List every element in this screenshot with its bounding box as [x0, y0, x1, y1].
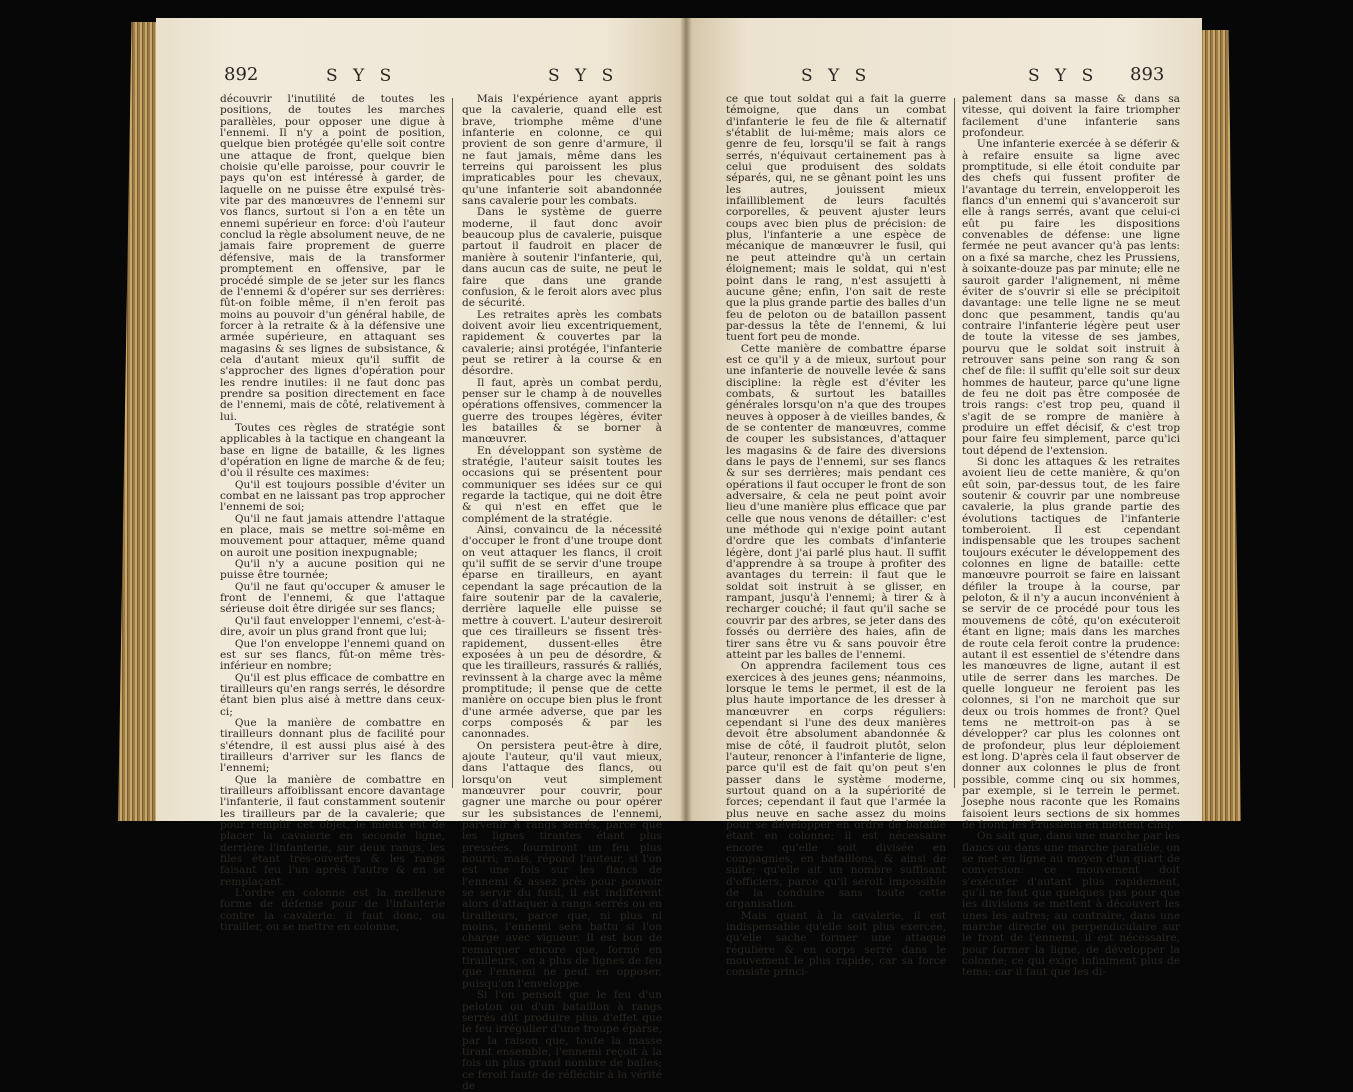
page-number: 892	[224, 64, 259, 85]
running-head: S Y S	[801, 66, 872, 86]
paragraph: On apprendra facilement tous ces exercices à des jeunes gens; néanmoins, lorsque le tems le permet, il est de la plus haute importance de les dresser à manœuvrer en corps réguliers: cependant si l'une des deux manières devoit être absolument abandonnée & mise de côté, il faudroit plutôt, selon l'auteur, renoncer à l'infanterie de ligne, parce qu'il est de fait qu'on peut s'en passer dans le système moderne, surtout quand on a la supériorité de forces; cependant il faut que l'armée la plus neuve en sache assez du moins pour se développer en ordre de bataille étant en colonne; il est nécessaire encore qu'elle soit divisée en compagnies, en bataillons, & ainsi de suite; qu'elle ait un nombre suffisant d'officiers, parce qu'il seroit impossible de la conduire sans toute cette organisation.	[726, 660, 946, 911]
column-rule	[452, 98, 453, 788]
paragraph: Qu'il n'y a aucune position qui ne puisse être tournée;	[220, 558, 445, 582]
paragraph: Si donc les attaques & les retraites avoient lieu de cette manière, & qu'on eût soin, par-dessus tout, de les faire soutenir & couvrir par une nombreuse cavalerie, la plus grande partie des évolutions tactiques de l'infanterie tomberoient. Il est cependant indispensable que les troupes sachent toujours exécuter le développement des colonnes en ligne de bataille: cette manœuvre pourroit se faire en laissant défiler la troupe à la course, par peloton, & il n'y a aucun inconvénient à se servir de ce procédé pour tous les mouvemens de côté, qu'on exécuteroit étant en ligne; mais dans les marches de route cela feroit contre la prudence: autant il est essentiel de s'étendre dans les manœuvres de ligne, autant il est utile de serrer dans les marches. De quelle longueur ne feroient pas les colonnes, si l'on ne marchoit que sur deux ou trois hommes de front? Quel tems ne mettroit-on pas à se développer? car plus les colonnes ont de profondeur, plus leur déploiement est long. D'après cela il faut observer de donner aux colonnes le plus de front possible, comme cinq ou six hommes, par exemple, si le terrein le permet. Josephe nous raconte que les Romains faisoient leurs sections de six hommes de front; les Prussiens en mettent cinq.	[962, 456, 1180, 831]
paragraph: En développant son système de stratégie, l'auteur saisit toutes les occasions qui se présentent pour communiquer ses idées sur ce qui regarde la tactique, qui ne doit être & qui n'est en effet que le complément de la stratégie.	[462, 444, 662, 525]
left-page-column-1	[220, 93, 445, 934]
paragraph: Il faut, après un combat perdu, penser sur le champ à de nouvelles opérations offensives, commencer la guerre des troupes légères, éviter les batailles & se borner à manœuvrer.	[462, 376, 662, 446]
paragraph: Qu'il est toujours possible d'éviter un combat en ne laissant pas trop approcher l'ennemi de soi;	[220, 478, 445, 514]
paragraph: Mais l'expérience ayant appris que la cavalerie, quand elle est brave, triomphe même d'une infanterie en colonne, ce qui provient de son genre d'armure, il ne faut jamais, même dans les terreins qui paroissent les plus impraticables pour les chevaux, qu'une infanterie soit abandonnée sans cavalerie pour les combats.	[462, 93, 662, 208]
right-page-edges	[1196, 30, 1241, 821]
paragraph: Dans le système de guerre moderne, il faut donc avoir beaucoup plus de cavalerie, puisque partout il faudroit en placer de manière à soutenir l'infanterie, qui, dans aucun cas de suite, ne peut le faire que dans une grande confusion, & le feroit alors avec plus de sécurité.	[462, 206, 662, 310]
paragraph: Toutes ces règles de stratégie sont applicables à la tactique en changeant la base en ligne de bataille, & les lignes d'opération en ligne de marche & de feu; d'où il résulte ces maximes:	[220, 421, 445, 480]
paragraph: Qu'il faut envelopper l'ennemi, c'est-à-dire, avoir un plus grand front que lui;	[220, 614, 445, 639]
book-gutter	[680, 18, 692, 821]
paragraph: Les retraites après les combats doivent avoir lieu excentriquement, rapidement & couvertes par la cavalerie; ainsi protégée, l'infanterie peut se retirer à la course & en désordre.	[462, 308, 662, 378]
running-head: S Y S	[1028, 66, 1099, 86]
paragraph: On sait que, dans une marche par les flancs ou dans une marche parallèle, on se met en ligne au moyen d'un quart de conversion: ce mouvement doit s'exécuter d'autant plus rapidement, qu'il ne faut que quelques pas pour que les divisions se mettent à découvert les unes les autres; au contraire, dans une marche directe ou perpendiculaire sur le front de l'ennemi, il est nécessaire, pour former la ligne, de développer la colonne; ce qui exige infiniment plus de tems; car il faut que les di-	[962, 830, 1180, 979]
paragraph: Si l'on pensoit que le feu d'un peloton ou d'un bataillon à rangs serrés dût produire plus d'effet que le feu irrégulier d'une troupe éparse, par la raison que, toute la masse tirant ensemble, l'ennemi reçoit à la fois un plus grand nombre de balles; ce feroit faute de réfléchir à la vérité de	[462, 989, 662, 1092]
right-page	[686, 18, 1202, 979]
paragraph: Que l'on enveloppe l'ennemi quand on est sur ses flancs, fût-on même très-inférieur en nombre;	[220, 637, 445, 673]
paragraph: Qu'il ne faut jamais attendre l'attaque en place, mais se mettre soi-même en mouvement pour attaquer, même quand on auroit une position inexpugnable;	[220, 512, 445, 559]
paragraph: On persistera peut-être à dire, ajoute l'auteur, qu'il vaut mieux, dans l'attaque des flancs, ou lorsqu'on veut simplement manœuvrer pour couvrir, pour gagner une marche ou pour opérer sur les subsistances de l'ennemi, parvenir à rangs serrés, parce que les lignes tirantes étant plus pressées, fourniront un feu plus nourri; mais, répond l'auteur, si l'on est une fois sur les flancs de l'ennemi & assez près pour pouvoir se servir du fusil, il est indifférent alors d'attaquer à rangs serrés ou en tirailleurs, parce que, ni plus ni moins, l'ennemi sera battu si l'on charge avec vigueur. Il est bon de remarquer encore que, formé en tirailleurs, on a plus de lignes de feu que l'ennemi ne peut en opposer, puisqu'on l'enveloppe.	[462, 739, 662, 990]
running-head: S Y S	[548, 66, 619, 86]
paragraph: palement dans sa masse & dans sa vitesse, qui doivent la faire triompher facilement d'une infanterie sans profondeur.	[962, 93, 1180, 140]
paragraph: Mais quant à la cavalerie, il est indispensable qu'elle soit plus exercée, qu'elle sache former une attaque régulière & en corps serré dans le mouvement le plus rapide, car sa force consiste princi-	[726, 909, 946, 979]
paragraph: Que la manière de combattre en tirailleurs affoiblissant encore davantage l'infanterie, il faut constamment soutenir les tirailleurs par de la cavalerie; que pour remplir cet objet, le mieux est de placer la cavalerie en seconde ligne, derrière l'infanterie, sur deux rangs, les files étant très-ouvertes & les rangs faisant feu l'un après l'autre & en se remplaçant.	[220, 773, 445, 888]
left-page-column-2	[462, 93, 662, 1092]
paragraph: L'ordre en colonne est la meilleure forme de défense pour de l'infanterie contre la cavalerie: il faut donc, ou tirailler, ou se mettre en colonne,	[220, 887, 445, 934]
right-page-column-1	[726, 93, 946, 979]
paragraph: Une infanterie exercée à se déferir & à refaire ensuite sa ligne avec promptitude, si elle étoit conduite par des chefs qui fussent profiter de l'avantage du terrein, envelopperoit les flancs d'un ennemi qui s'avanceroit sur elle à rangs serrés, avant que celui-ci eût pu faire les dispositions convenables de défense: une ligne fermée ne peut avancer qu'à pas lents: on a fixé sa marche, chez les Prussiens, à soixante-douze pas par minute; elle ne sauroit garder l'alignement, ni même éviter de s'ouvrir si elle se précipitoit davantage: une telle ligne ne se meut donc que pesamment, tandis qu'au contraire l'infanterie légère peut user de toute la vitesse de ses jambes, pourvu que le soldat soit instruit à retrouver sans peine son rang & son chef de file: il suffit qu'elle soit sur deux hommes de hauteur, parce qu'une ligne de feu ne doit pas être composée de trois rangs: c'est trop peu, quand il s'agit de se rompre de manière à produire un effet décisif, & c'est trop pour faire feu simplement, parce qu'ici tout dépend de l'extension.	[962, 138, 1180, 457]
column-rule	[954, 98, 955, 788]
running-head: S Y S	[326, 66, 397, 86]
paragraph: Cette manière de combattre éparse est ce qu'il y a de mieux, surtout pour une infanterie de nouvelle levée & sans discipline: la règle est d'éviter les combats, & surtout les batailles générales lorsqu'on n'a que des troupes neuves à opposer à de vieilles bandes, & de se contenter de manœuvres, comme de couper les subsistances, d'attaquer les magasins & de faire des diversions dans le pays de l'ennemi, sur ses flancs & sur ses derrières; mais pendant ces opérations il faut occuper le front de son adversaire, & cela ne peut point avoir lieu d'une manière plus efficace que par celle que nous venons de détailler: c'est une méthode qui n'exige point autant d'ordre que les combats d'infanterie légère, dont j'ai parlé plus haut. Il suffit d'apprendre à sa troupe à profiter des avantages du terrein: il faut que le soldat soit instruit à se glisser, en rampant, jusqu'à l'ennemi; à tirer & à recharger couché; il faut qu'il sache se couvrir par des arbres, se jeter dans des fossés ou derrière des haies, afin de tirer sans être vu & sans pouvoir être atteint par les balles de l'ennemi.	[726, 342, 946, 661]
paragraph: Ainsi, convaincu de la nécessité d'occuper le front d'une troupe dont on veut attaquer les flancs, il croit qu'il suffit de se servir d'une troupe éparse en tirailleurs, en ayant cependant la sage précaution de la faire soutenir par de la cavalerie, derrière laquelle elle puisse se mettre à couvert. L'auteur desireroit que ces tirailleurs se fissent très-rapidement, dussent-elles être exposées à un peu de désordre, & que les tirailleurs, rassurés & ralliés, revinssent à la charge avec la même promptitude; il pense que de cette manière on occupe bien plus le front d'une armée adverse, que par les corps composés & par les canonnades.	[462, 524, 662, 741]
paragraph: découvrir l'inutilité de toutes les positions, de toutes les marches parallèles, pour opposer une digue à l'ennemi. Il n'y a point de position, quelque bien protégée qu'elle soit contre une attaque de front, quelque bien choisie qu'elle paroisse, pour couvrir le pays qu'on est intéressé à garder, de laquelle on ne puisse être expulsé très-vite par des manœuvres de l'ennemi sur vos flancs, surtout si l'on a en tête un ennemi supérieur en force: d'où l'auteur conclud la règle absolument neuve, de ne jamais faire proprement de guerre défensive, mais de la transformer promptement en offensive, par le procédé simple de se jeter sur les flancs de l'ennemi & d'opérer sur ses derrières: fût-on foible même, il n'en feroit pas moins au pouvoir d'un général habile, de forcer à la retraite & à la défensive une armée supérieure, en attaquant ses magasins & ses lignes de subsistance, & cela d'autant mieux qu'il suffit de s'approcher des lignes d'opération pour les rendre inutiles: il ne faut donc pas prendre sa position directement en face de l'ennemi, mais de côté, relativement à lui.	[220, 93, 445, 423]
paragraph: Qu'il est plus efficace de combattre en tirailleurs qu'en rangs serrés, le désordre étant bien plus aisé à mettre dans ceux-ci;	[220, 671, 445, 718]
paragraph: ce que tout soldat qui a fait la guerre témoigne, que dans un combat d'infanterie le feu de file & alternatif s'établit de lui-même; mais alors ce genre de feu, lorsqu'il se fait à rangs serrés, n'équivaut certainement pas à celui que produisent des soldats séparés, qui, ne se gênant point les uns les autres, jouissent mieux infailliblement de leurs facultés corporelles, & peuvent ajuster leurs coups avec bien plus de précision: de plus, l'infanterie a une espèce de mécanique de manœuvrer le fusil, qui ne peut atteindre qu'à un certain éloignement; mais le soldat, qui n'est point dans le rang, n'est assujetti à aucune gêne; enfin, l'on sait de reste que la plus grande partie des balles d'un feu de peloton ou de bataillon passent par-dessus la tête de l'ennemi, & lui tuent fort peu de monde.	[726, 93, 946, 344]
right-page-column-2	[962, 93, 1180, 979]
left-page	[156, 18, 686, 1092]
paragraph: Que la manière de combattre en tirailleurs donnant plus de facilité pour s'étendre, il est aussi plus aisé à des tirailleurs d'arriver sur les flancs de l'ennemi;	[220, 716, 445, 775]
page-number: 893	[1130, 64, 1165, 85]
paragraph: Qu'il ne faut qu'occuper & amuser le front de l'ennemi, & que l'attaque sérieuse doit être dirigée sur ses flancs;	[220, 580, 445, 616]
